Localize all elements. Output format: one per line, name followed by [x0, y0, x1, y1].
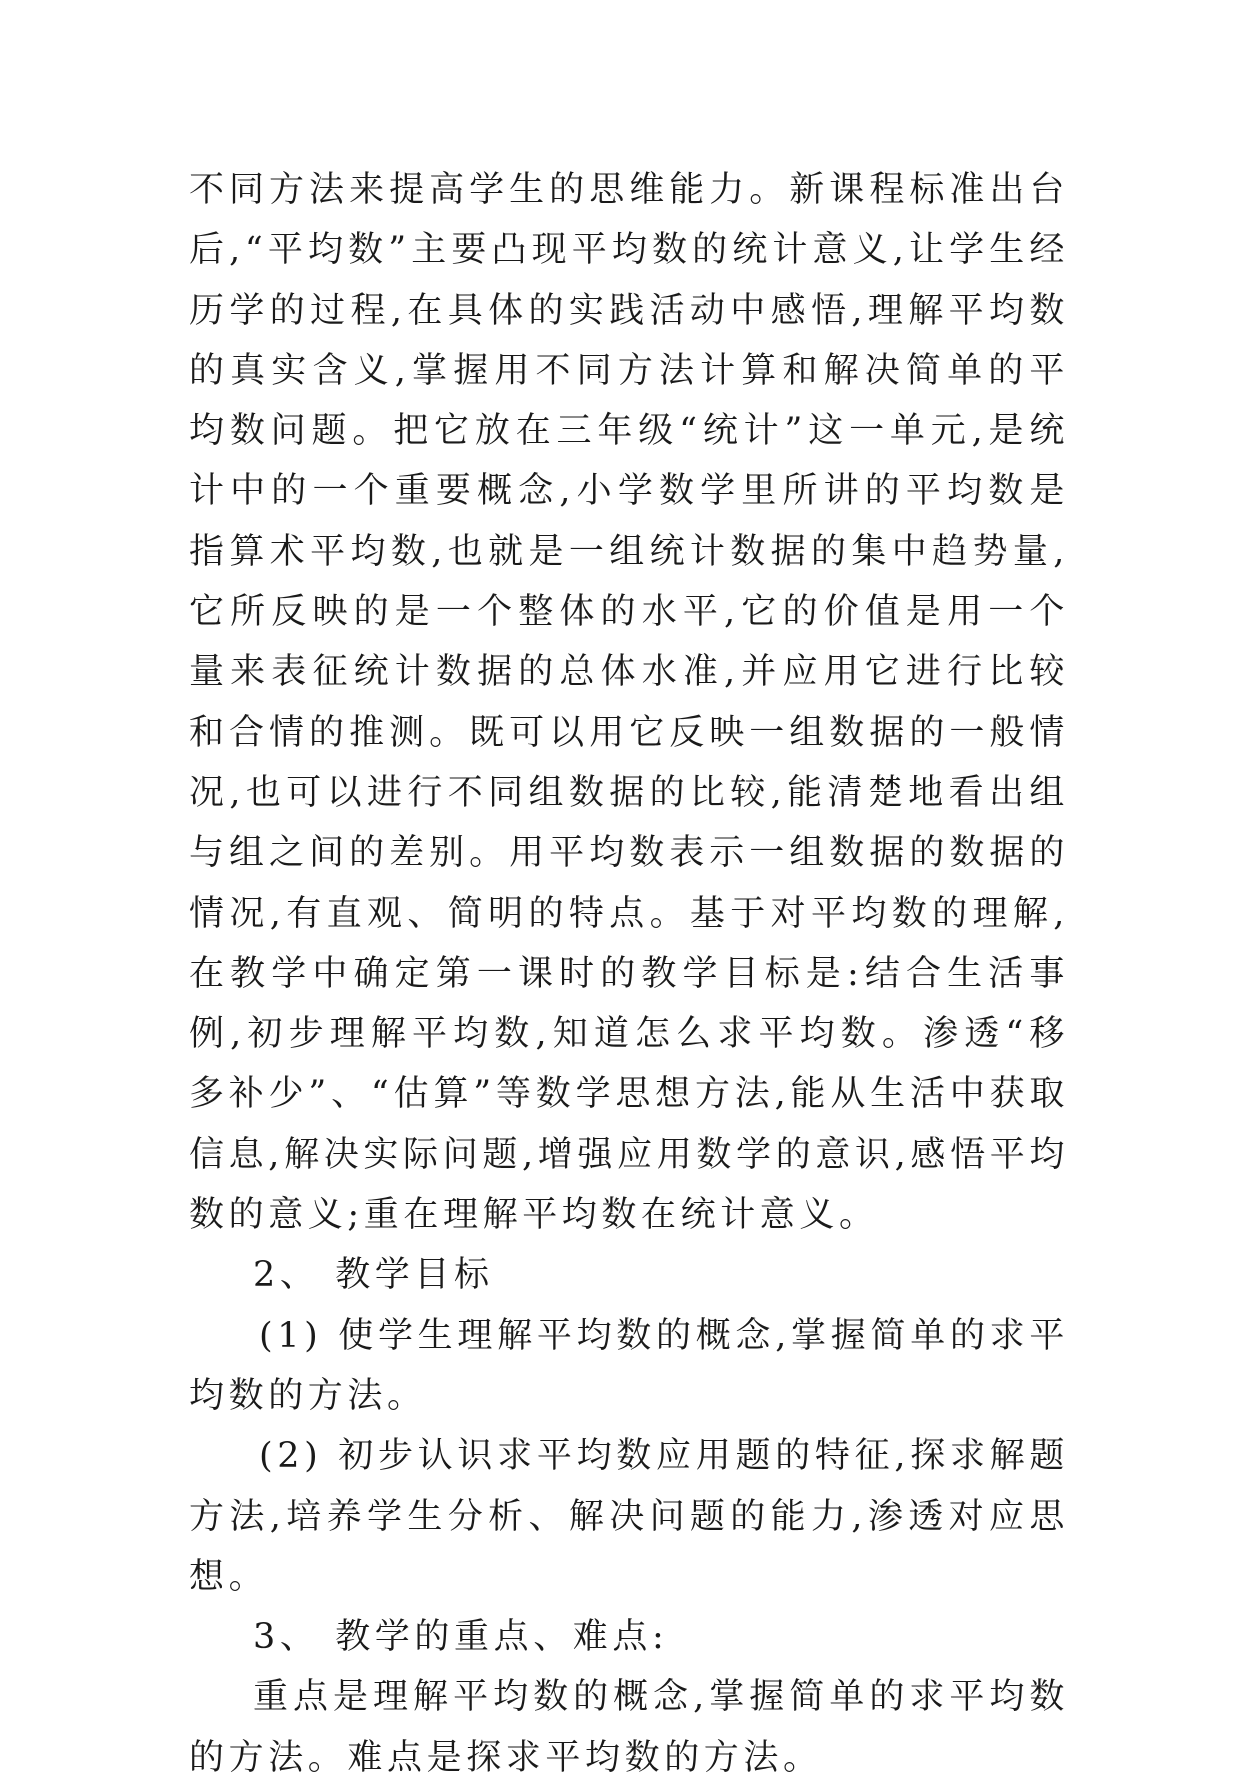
document-body — [189, 160, 1069, 1788]
objective-item-2: (2) 初步认识求平均数应用题的特征,探求解题方法,培养学生分析、解决问题的能力,渗透对应思想。 — [189, 1436, 1069, 1597]
section-heading-key-points: 3、 教学的重点、难点: — [253, 1617, 669, 1658]
intro-paragraph: 不同方法来提高学生的思维能力。新课程标准出台后,“平均数”主要凸现平均数的统计意义,让学生经历学的过程,在具体的实践活动中感悟,理解平均数的真实含义,掌握用不同方法计算和解决简单的平均数问题。把它放在三年级“统计”这一单元,是统计中的一个重要概念,小学数学里所讲的平均数是指算术平均数,也就是一组统计数据的集中趋势量,它所反映的是一个整体的水平,它的价值是用一个量来表征统计数据的总体水准,并应用它进行比较和合情的推测。既可以用它反映一组数据的一般情况,也可以进行不同组数据的比较,能清楚地看出组与组之间的差别。用平均数表示一组数据的数据的情况,有直观、简明的特点。基于对平均数的理解,在教学中确定第一课时的教学目标是:结合生活事例,初步理解平均数,知道怎么求平均数。渗透“移多补少”、“估算”等数学思想方法,能从生活中获取信息,解决实际问题,增强应用数学的意识,感悟平均数的意义;重在理解平均数在统计意义。 — [189, 170, 1069, 1236]
section-heading-teaching-objectives: 2、 教学目标 — [253, 1255, 494, 1296]
key-points-paragraph: 重点是理解平均数的概念,掌握简单的求平均数的方法。难点是探求平均数的方法。 — [189, 1677, 1069, 1778]
objective-item-1: (1) 使学生理解平均数的概念,掌握简单的求平均数的方法。 — [189, 1315, 1069, 1416]
